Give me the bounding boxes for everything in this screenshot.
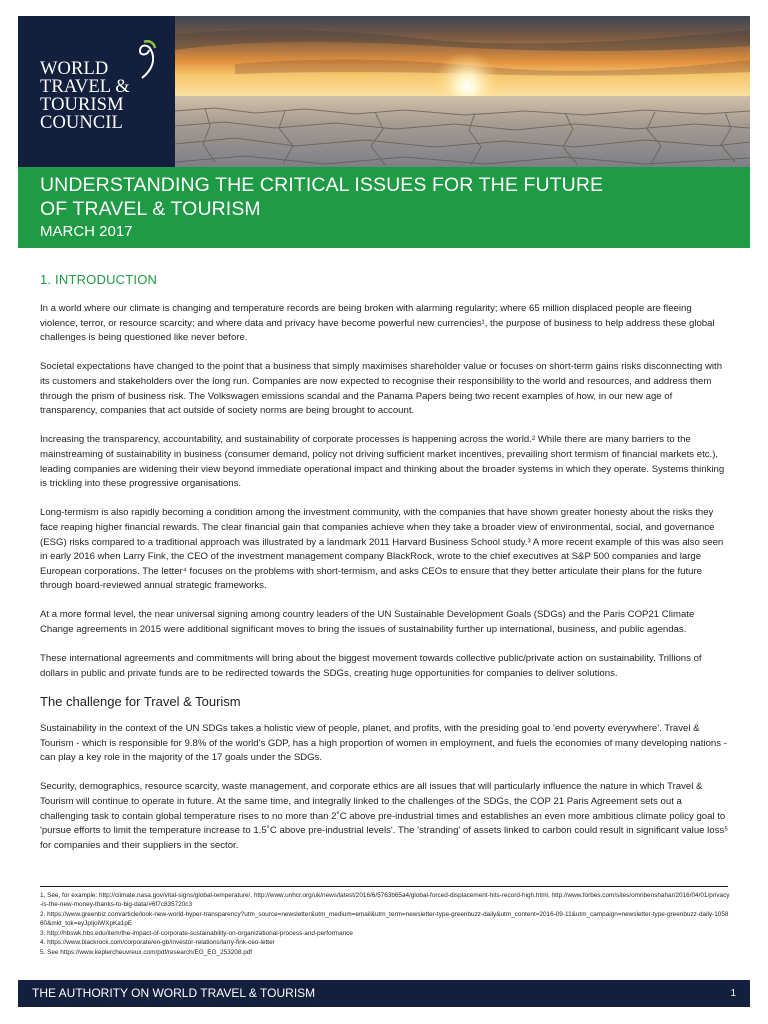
title-band xyxy=(18,167,750,248)
footnote: 3. http://hbswk.hbs.edu/item/the-impact-of-corporate-sustainability-on-organizational-process-and-performance xyxy=(40,929,353,937)
footnote: 5. See https://www.keplercheuvreux.com/pdf/research/EG_EG_253208.pdf xyxy=(40,948,253,956)
body-paragraph: Security, demographics, resource scarcity, waste management, and corporate ethics are all issues that will particularly influence the nature in which Travel & Tourism will continue to operate in future. At the same time, and integrally linked to the challenges of the SDGs, the COP 21 Paris Agreement sets out a challenging task to contain global temperature rises to no more than 2˚C above pre-industrial times and establishes an even more ambitious climate policy goal to 'pursue efforts to limit the temperature increase to 1.5˚C above pre-industrial levels'. The 'stranding' of assets linked to carbon could result in significant value loss⁵ for companies and their suppliers in the sector. xyxy=(40,781,729,851)
footer-tagline: THE AUTHORITY ON WORLD TRAVEL & TOURISM xyxy=(32,986,316,1000)
document-date: MARCH 2017 xyxy=(40,223,133,240)
body-paragraph: In a world where our climate is changing and temperature records are being broken with alarming regularity; where 65 million displaced people are fleeing violence, terror, or resource scarcity; and where data and privacy have become powerful new currencies¹, the purpose of business to help address these global challenges is being questioned like never before. xyxy=(40,303,715,344)
logo-line: TRAVEL & xyxy=(40,77,130,97)
page-number: 1 xyxy=(730,988,736,999)
main-content xyxy=(40,272,730,868)
body-paragraph: Societal expectations have changed to the point that a business that simply maximises shareholder value or focuses on short-term gains risks disconnecting with its customers and stakeholders over the long run. Companies are now expected to recognise their responsibility to the world and resources, and address them through the prism of business risk. The Volkswagen emissions scandal and the Panama Papers being two recent examples of how, in our new age of transparency, companies that act outside of society norms are being brought to account. xyxy=(40,361,723,417)
logo-wordmark xyxy=(40,60,130,132)
page-footer xyxy=(18,980,750,1007)
document-title-line2: OF TRAVEL & TOURISM xyxy=(40,198,261,220)
body-paragraph: Increasing the transparency, accountability, and sustainability of corporate processes is happening across the world.² While there are many barriers to the mainstreaming of sustainability in business (consumer demand, policy not driving sufficient market incentives, prevailing short termism of financial markets etc.), leading companies are widening their view beyond immediate operational impact and thinking about the broader systems in which they operate. Systems thinking is trickling into these progressive organisations. xyxy=(40,434,725,490)
subheading-challenge: The challenge for Travel & Tourism xyxy=(40,694,241,710)
body-paragraph: These international agreements and commitments will bring about the biggest movement towards collective public/private action on sustainability. Trillions of dollars in public and private funds are to be redirected towards the SDGs, creating huge opportunities for companies to deliver solutions. xyxy=(40,653,702,679)
footnote-divider xyxy=(40,886,728,887)
logo-swirl-icon xyxy=(136,40,158,80)
footnote: 4. https://www.blackrock.com/corporate/en-gb/investor-relations/larry-fink-ceo-letter xyxy=(40,939,275,947)
section-heading-introduction: 1. INTRODUCTION xyxy=(40,272,158,287)
logo-line: TOURISM xyxy=(40,95,124,115)
wttc-logo xyxy=(18,16,175,167)
body-paragraph: Long-termism is also rapidly becoming a condition among the investment community, with the companies that have shown greater honesty about the risks they face reaping higher financial rewards. The clear financial gain that companies achieve when they take a broader view of environmental, social, and governance (ESG) risks compared to a traditional approach was illustrated by a landmark 2011 Harvard Business School study.³ A more recent example of this was also seen in early 2016 when Larry Fink, the CEO of the investment management company BlackRock, wrote to the chief executives at S&P 500 companies and large European corporations. The letter⁴ focuses on the problems with short-termism, and asks CEOs to ensure that they better articulate their plans for the future through board-reviewed annual strategic frameworks. xyxy=(40,507,724,592)
header-photo-cracked-earth xyxy=(175,16,750,167)
sunset-landscape-image xyxy=(175,16,750,167)
document-title-line1: UNDERSTANDING THE CRITICAL ISSUES FOR THE FUTURE xyxy=(40,174,604,196)
footnote: 2. https://www.greenbiz.com/article/look-new-world-hyper-transparency?utm_source=newsletter&utm_medium=email&utm_term=newsletter-type-greenbuzz-daily&utm_content=2016-09-11&utm_campaign=newsletter-type-greenbuzz-daily-105860&mkt_tok=eyJpIjoiWXpKa1pE xyxy=(40,910,729,927)
logo-line: COUNCIL xyxy=(40,113,123,133)
footnote: 1. See, for example: http://climate.nasa.gov/vital-signs/global-temperature/, http://www.unhcr.org/uk/news/latest/2016/6/5763b65a4/global-forced-displacement-hits-record-high.html, http://www.forbes.com/sites/omribenshahar/2016/04/01/privacy-is-the-new-money-thanks-to-big-data/#6f7c835720c3 xyxy=(40,892,730,909)
logo-line: WORLD xyxy=(40,59,109,79)
footnotes xyxy=(40,891,730,957)
body-paragraph: At a more formal level, the near universal signing among country leaders of the UN Sustainable Development Goals (SDGs) and the Paris COP21 Climate Change agreements in 2015 were additional significant moves to bring the issues of sustainability further up international, business, and public agendas. xyxy=(40,609,695,636)
body-paragraph: Sustainability in the context of the UN SDGs takes a holistic view of people, planet, and profits, with the presiding goal to 'end poverty everywhere'. Travel & Tourism - which is responsible for 9.8% of the world's GDP, has a high proportion of women in employment, and fuels the economies of many developing nations - can play a key role in the majority of the 17 goals under the SDGs. xyxy=(40,723,727,764)
